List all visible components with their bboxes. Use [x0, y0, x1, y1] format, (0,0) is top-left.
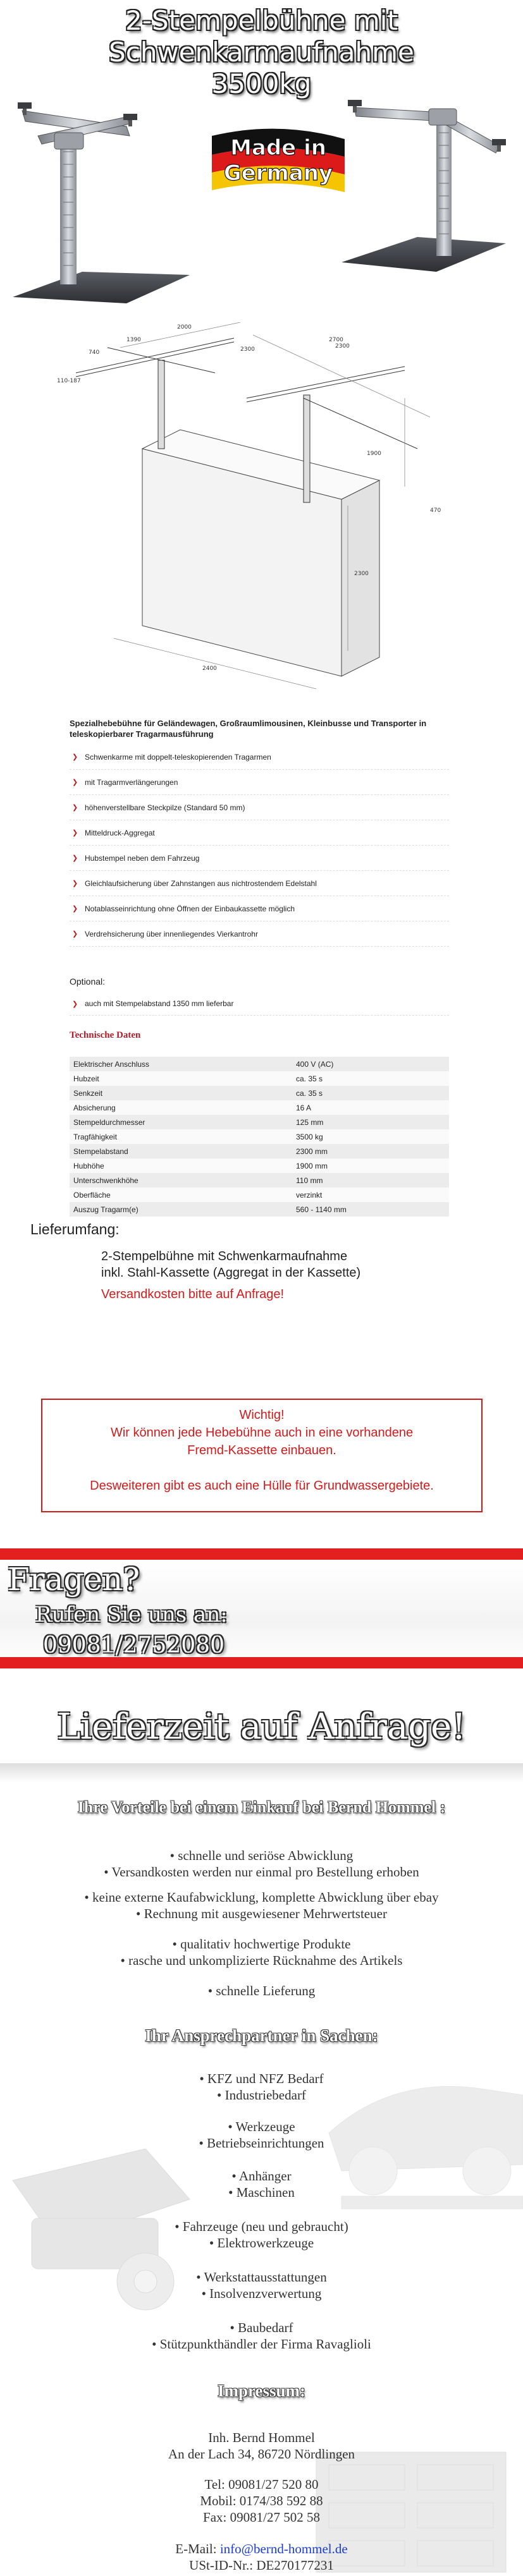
table-cell-value: 110 mm: [292, 1173, 449, 1188]
partner-item: • Maschinen: [228, 2185, 295, 2200]
svg-text:2300: 2300: [335, 343, 350, 349]
table-cell-label: Oberfläche: [70, 1188, 292, 1202]
table-cell-value: 400 V (AC): [292, 1057, 449, 1071]
partner-item: • Anhänger: [231, 2168, 292, 2184]
table-cell-value: 560 - 1140 mm: [292, 1202, 449, 1217]
list-item: [70, 770, 449, 795]
table-cell-label: Hubhöhe: [70, 1158, 292, 1173]
table-cell-label: Elektrischer Anschluss: [70, 1057, 292, 1071]
mobile: Mobil: 0174/38 592 88: [200, 2493, 323, 2508]
feature-text: Schwenkarme mit doppelt-teleskopierenden Tragarmen: [85, 752, 271, 762]
advantage-item: • Versandkosten werden nur einmal pro Bestellung erhoben: [104, 1864, 419, 1880]
notice-line-1: Wichtig!: [239, 1408, 285, 1422]
svg-text:2000: 2000: [177, 324, 192, 331]
table-row: [70, 1100, 449, 1115]
arrow-icon: ❯: [72, 880, 78, 887]
optional-item: [70, 992, 449, 1016]
partner-item: • Baubedarf: [230, 2320, 293, 2335]
table-row: [70, 1158, 449, 1173]
list-item: [70, 744, 449, 770]
optional-text: auch mit Stempelabstand 1350 mm lieferbar: [85, 999, 234, 1008]
tech-data-table: [70, 1057, 449, 1217]
svg-text:2300: 2300: [354, 571, 369, 577]
svg-text:2400: 2400: [202, 665, 217, 672]
red-divider: [0, 1548, 523, 1560]
arrow-icon: ❯: [72, 1000, 78, 1008]
partners-title: Ihr Ansprechpartner in Sachen:: [145, 2026, 378, 2045]
table-row: [70, 1071, 449, 1086]
table-cell-value: 3500 kg: [292, 1129, 449, 1144]
table-row: [70, 1115, 449, 1129]
svg-text:2700: 2700: [329, 337, 343, 343]
red-divider: [0, 1657, 523, 1668]
partner-item: • Fahrzeuge (neu und gebraucht): [175, 2219, 348, 2234]
tech-data-title: Technische Daten: [70, 1030, 141, 1040]
advantage-item: • keine externe Kaufabwicklung, komplette Abwicklung über ebay: [84, 1890, 439, 1905]
phone: Tel: 09081/27 520 80: [204, 2477, 319, 2492]
table-row: [70, 1202, 449, 1217]
svg-text:1900: 1900: [367, 451, 381, 457]
list-item: [70, 896, 449, 921]
feature-text: Notablasseinrichtung ohne Öffnen der Einbaukassette möglich: [85, 904, 295, 913]
badge-line-2: Germany: [223, 161, 333, 186]
svg-text:2300: 2300: [240, 346, 255, 353]
svg-text:470: 470: [430, 507, 441, 514]
table-cell-label: Stempelabstand: [70, 1144, 292, 1158]
email-link[interactable]: info@bernd-hommel.de: [219, 2541, 348, 2556]
arrow-icon: ❯: [72, 854, 78, 862]
table-row: [70, 1129, 449, 1144]
feature-text: Hubstempel neben dem Fahrzeug: [85, 853, 200, 863]
shipping-note: Versandkosten bitte auf Anfrage!: [101, 1287, 285, 1301]
partner-item: • Industriebedarf: [217, 2087, 306, 2103]
delivery-scope-label: Lieferumfang:: [30, 1221, 120, 1237]
table-row: [70, 1144, 449, 1158]
arrow-icon: ❯: [72, 930, 78, 938]
section-separator: [0, 1763, 523, 1782]
delivery-time-banner: Lieferzeit auf Anfrage!: [57, 1706, 466, 1747]
notice-line-3: Fremd-Kassette einbauen.: [187, 1443, 336, 1457]
svg-text:1390: 1390: [126, 337, 141, 343]
table-cell-label: Auszug Tragarm(e): [70, 1202, 292, 1217]
list-item: [70, 871, 449, 896]
table-cell-value: ca. 35 s: [292, 1086, 449, 1100]
notice-line-4: Desweiteren gibt es auch eine Hülle für Grundwassergebiete.: [90, 1479, 434, 1493]
call-us-text: Rufen Sie uns an:: [35, 1602, 228, 1627]
list-item: [70, 846, 449, 871]
arrow-icon: ❯: [72, 779, 78, 786]
table-row: [70, 1173, 449, 1188]
advantage-item: • schnelle und seriöse Abwicklung: [169, 1848, 354, 1863]
table-row: [70, 1188, 449, 1202]
advantages-title: Ihre Vorteile bei einem Einkauf bei Bernd Hommel :: [77, 1798, 446, 1816]
partner-item: • Betriebseinrichtungen: [199, 2136, 324, 2151]
phone-number-large: 09081/2752080: [43, 1632, 225, 1658]
table-cell-value: 2300 mm: [292, 1144, 449, 1158]
feature-text: höhenverstellbare Steckpilze (Standard 50 mm): [85, 803, 245, 812]
partner-item: • Elektrowerkzeuge: [209, 2235, 314, 2251]
table-cell-value: 1900 mm: [292, 1158, 449, 1173]
partner-item: • Stützpunkthändler der Firma Ravaglioli: [152, 2336, 371, 2352]
table-cell-value: verzinkt: [292, 1188, 449, 1202]
svg-text:740: 740: [89, 349, 100, 356]
list-item: [70, 921, 449, 947]
questions-heading: Fragen?: [8, 1561, 140, 1598]
feature-text: mit Tragarmverlängerungen: [85, 777, 178, 787]
arrow-icon: ❯: [72, 905, 78, 913]
partner-item: • Insolvenzverwertung: [201, 2286, 322, 2301]
partner-item: • Werkstattausstattungen: [196, 2269, 327, 2285]
email-label: E-Mail:: [175, 2541, 220, 2556]
table-cell-label: Senkzeit: [70, 1086, 292, 1100]
feature-text: Gleichlaufsicherung über Zahnstangen aus nichtrostendem Edelstahl: [85, 878, 317, 888]
table-cell-label: Stempeldurchmesser: [70, 1115, 292, 1129]
lift-product-image: [0, 82, 523, 310]
table-cell-value: 125 mm: [292, 1115, 449, 1129]
arrow-icon: ❯: [72, 804, 78, 811]
notice-line-2: Wir können jede Hebebühne auch in eine vorhandene: [110, 1426, 414, 1440]
address: An der Lach 34, 86720 Nördlingen: [168, 2446, 355, 2462]
arrow-icon: ❯: [72, 753, 78, 761]
advantage-item: • rasche und unkomplizierte Rücknahme des Artikels: [120, 1953, 403, 1968]
partner-item: • Werkzeuge: [228, 2119, 295, 2134]
owner-name: Inh. Bernd Hommel: [208, 2430, 315, 2445]
list-item: [70, 820, 449, 846]
spec-heading: Spezialhebebühne für Geländewagen, Großraumlimousinen, Kleinbusse und Transporter in teleskopierbarer Tragarmausführung: [70, 719, 427, 739]
table-cell-label: Unterschwenkhöhe: [70, 1173, 292, 1188]
optional-label: Optional:: [70, 976, 106, 987]
table-row: [70, 1086, 449, 1100]
svg-text:110-187: 110-187: [57, 378, 81, 384]
table-row: [70, 1057, 449, 1071]
advantage-item: • qualitativ hochwertige Produkte: [172, 1936, 351, 1952]
feature-text: Verdrehsicherung über innenliegendes Vierkantrohr: [85, 929, 258, 939]
important-notice-box: [41, 1399, 483, 1512]
impressum-title: Impressum:: [217, 2381, 305, 2400]
table-cell-value: 16 A: [292, 1100, 449, 1115]
vat-id: USt-ID-Nr.: DE270177231: [189, 2558, 334, 2573]
table-cell-label: Hubzeit: [70, 1071, 292, 1086]
made-in-germany-badge: [212, 129, 345, 192]
table-cell-label: Absicherung: [70, 1100, 292, 1115]
list-item: [70, 795, 449, 820]
feature-text: Mitteldruck-Aggregat: [85, 828, 155, 837]
badge-line-1: Made in: [230, 135, 326, 161]
advantage-item: • schnelle Lieferung: [207, 1983, 316, 1998]
table-cell-value: ca. 35 s: [292, 1071, 449, 1086]
technical-drawing: [51, 322, 455, 695]
title-line-2: 3500kg: [211, 68, 312, 99]
title-line-1: 2-Stempelbühne mit Schwenkarmaufnahme: [109, 5, 414, 68]
table-cell-label: Tragfähigkeit: [70, 1129, 292, 1144]
fax: Fax: 09081/27 502 58: [203, 2510, 320, 2525]
partner-item: • KFZ und NFZ Bedarf: [199, 2071, 324, 2086]
arrow-icon: ❯: [72, 829, 78, 837]
advantage-item: • Rechnung mit ausgewiesener Mehrwertsteuer: [136, 1906, 387, 1921]
feature-list: [70, 744, 449, 947]
delivery-line-1: 2-Stempelbühne mit Schwenkarmaufnahme: [101, 1249, 348, 1263]
email-line: [0, 2541, 523, 2557]
delivery-line-2: inkl. Stahl-Kassette (Aggregat in der Kassette): [101, 1266, 361, 1280]
